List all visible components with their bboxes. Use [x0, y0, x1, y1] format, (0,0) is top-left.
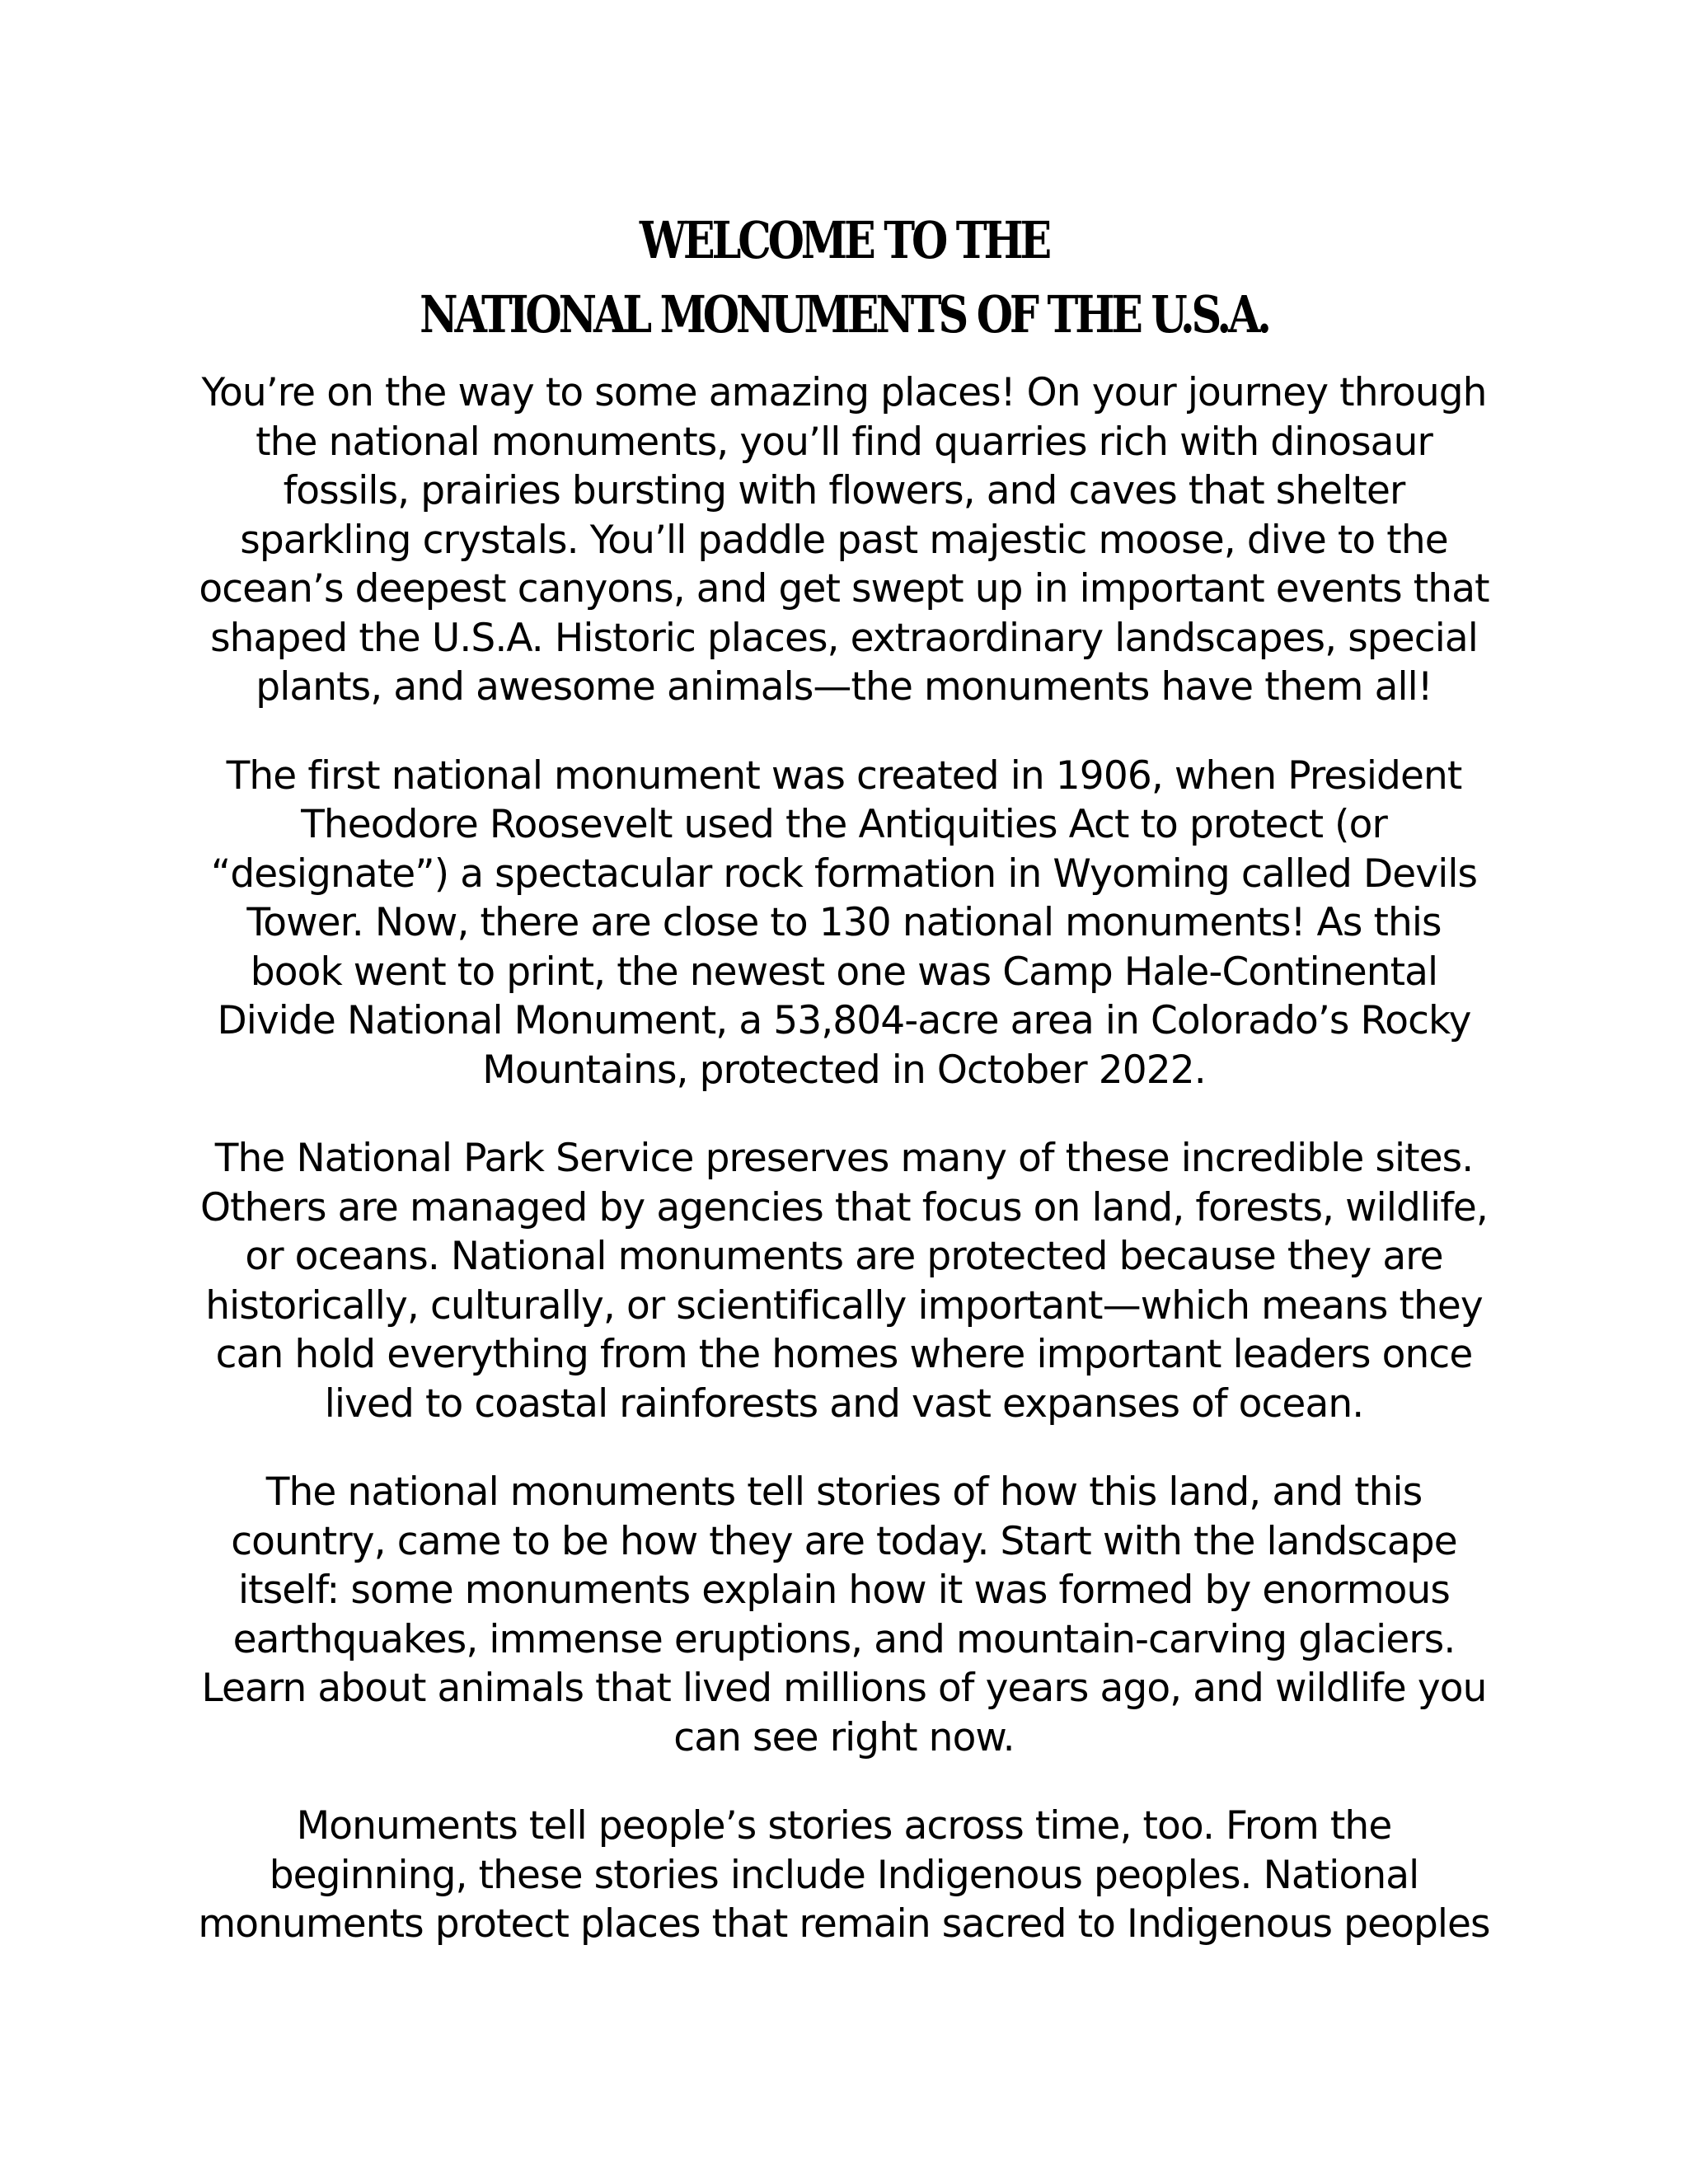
paragraph-3 [185, 1134, 1503, 1428]
text-line: “designate”) a spectacular rock formation in Wyoming called Devils [210, 851, 1478, 897]
text-line: or oceans. National monuments are protected because they are [245, 1234, 1443, 1279]
text-line: book went to print, the newest one was Camp Hale-Continental [250, 949, 1438, 995]
text-line: The national monuments tell stories of how this land, and this [265, 1469, 1423, 1515]
paragraph-4 [185, 1468, 1503, 1762]
text-line: The first national monument was created in 1906, when President [226, 752, 1462, 799]
text-line: ocean’s deepest canyons, and get swept up in important events that [199, 566, 1489, 612]
title-line-1: WELCOME TO THE [639, 210, 1049, 270]
paragraph-5 [185, 1802, 1503, 1949]
text-line: Others are managed by agencies that focus on land, forests, wildlife, [200, 1184, 1488, 1230]
text-line: beginning, these stories include Indigenous peoples. National [269, 1852, 1419, 1898]
text-line: Monuments tell people’s stories across time, too. From the [296, 1803, 1392, 1849]
text-line: plants, and awesome animals—the monuments have them all! [256, 664, 1432, 710]
text-line: Mountains, protected in October 2022. [482, 1047, 1206, 1093]
text-line: the national monuments, you’ll find quarries rich with dinosaur [256, 419, 1432, 465]
text-line: lived to coastal rainforests and vast expanses of ocean. [324, 1380, 1364, 1427]
body-text [185, 368, 1503, 1989]
text-line: Theodore Roosevelt used the Antiquities Act to protect (or [301, 802, 1387, 847]
text-line: historically, culturally, or scientifically important—which means they [205, 1282, 1483, 1329]
page-title [0, 204, 1688, 352]
text-line: The National Park Service preserves many of these incredible sites. [214, 1136, 1474, 1181]
title-line-2: NATIONAL MONUMENTS OF THE U.S.A. [420, 284, 1268, 344]
text-line: You’re on the way to some amazing places! On your journey through [201, 370, 1487, 415]
text-line: Tower. Now, there are close to 130 national monuments! As this [246, 900, 1442, 945]
text-line: monuments protect places that remain sacred to Indigenous peoples [198, 1901, 1490, 1947]
text-line: fossils, prairies bursting with flowers, and caves that shelter [283, 468, 1405, 513]
paragraph-1 [185, 368, 1503, 712]
text-line: country, came to be how they are today. Start with the landscape [231, 1518, 1457, 1564]
text-line: itself: some monuments explain how it was formed by enormous [238, 1568, 1450, 1613]
text-line: earthquakes, immense eruptions, and mountain-carving glaciers. [232, 1616, 1456, 1662]
text-line: sparkling crystals. You’ll paddle past majestic moose, dive to the [240, 517, 1448, 563]
text-line: Divide National Monument, a 53,804-acre area in Colorado’s Rocky [217, 998, 1471, 1043]
text-line: can see right now. [673, 1714, 1015, 1760]
paragraph-2 [185, 752, 1503, 1095]
text-line: Learn about animals that lived millions of years ago, and wildlife you [201, 1666, 1487, 1711]
text-line: shaped the U.S.A. Historic places, extraordinary landscapes, special [210, 615, 1478, 661]
text-line: can hold everything from the homes where important leaders once [215, 1332, 1473, 1377]
